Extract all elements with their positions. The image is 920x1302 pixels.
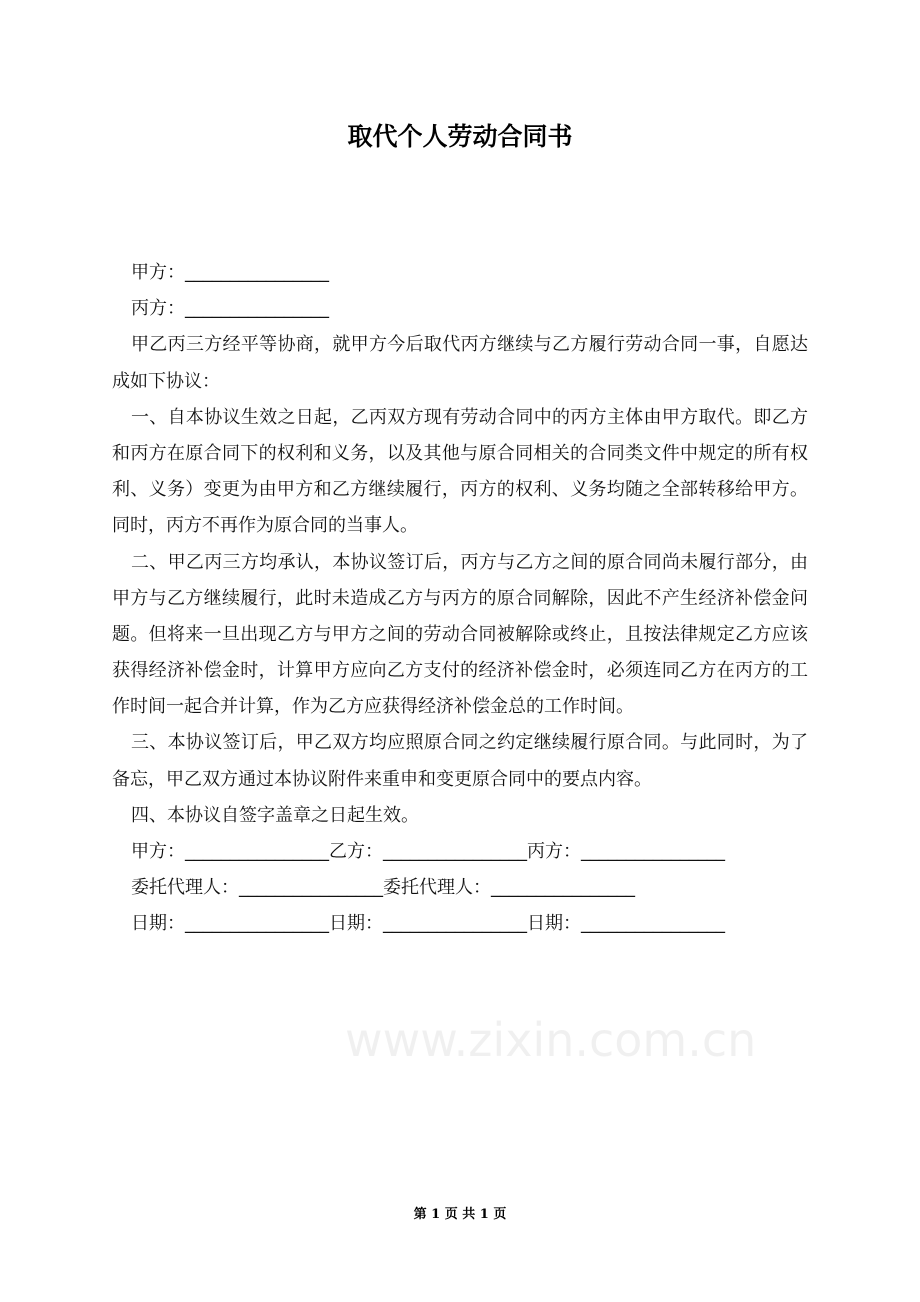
document-title: 取代个人劳动合同书: [347, 122, 573, 151]
paragraph-line: 成如下协议：: [112, 370, 220, 392]
party-label: 丙方：: [131, 298, 185, 320]
signature-blank: ________________: [185, 841, 329, 862]
paragraph-line: 同时，丙方不再作为原合同的当事人。: [112, 515, 418, 537]
signature-blank: ________________: [383, 841, 527, 862]
party-label: 甲方：: [131, 262, 185, 283]
signature-label: 委托代理人：: [383, 877, 491, 899]
signature-blank: ________________: [491, 877, 635, 899]
watermark: www.zixin.com.cn: [345, 1013, 757, 1067]
party-line-jia: [112, 255, 808, 291]
signature-row-parties: [112, 834, 808, 870]
paragraph-line: 和丙方在原合同下的权利和义务，以及其他与原合同相关的合同类文件中规定的所有权: [112, 442, 808, 464]
signature-label: 日期：: [527, 913, 581, 935]
party-line-bing: [112, 291, 808, 327]
paragraph-line: 备忘，甲乙双方通过本协议附件来重申和变更原合同中的要点内容。: [112, 768, 652, 790]
signature-row-agents: [112, 870, 808, 906]
paragraph-line: 利、义务）变更为由甲方和乙方继续履行，丙方的权利、义务均随之全部转移给甲方。: [112, 479, 808, 501]
paragraph-line: 甲乙丙三方经平等协商，就甲方今后取代丙方继续与乙方履行劳动合同一事，自愿达: [131, 334, 808, 356]
paragraph-line: 甲方与乙方继续履行，此时未造成乙方与丙方的原合同解除，因此不产生经济补偿金问: [112, 587, 808, 609]
paragraph-line: 作时间一起合并计算，作为乙方应获得经济补偿金总的工作时间。: [112, 696, 634, 718]
signature-label: 甲方：: [131, 841, 185, 862]
document-body: [112, 255, 808, 943]
paragraph-line: 题。但将来一旦出现乙方与甲方之间的劳动合同被解除或终止，且按法律规定乙方应该: [112, 623, 808, 645]
signature-label: 日期：: [329, 913, 383, 935]
paragraph-line: 二、甲乙丙三方均承认，本协议签订后，丙方与乙方之间的原合同尚未履行部分，由: [131, 551, 808, 573]
party-blank: ________________: [185, 298, 329, 320]
party-blank: ________________: [185, 262, 329, 283]
signature-blank: ________________: [239, 877, 383, 899]
paragraph-line: 一、自本协议生效之日起，乙丙双方现有劳动合同中的丙方主体由甲方取代。即乙方: [131, 406, 808, 428]
paragraph-line: 四、本协议自签字盖章之日起生效。: [131, 804, 419, 826]
signature-label: 日期：: [131, 913, 185, 935]
signature-label: 丙方：: [527, 841, 581, 862]
paragraph-line: 获得经济补偿金时，计算甲方应向乙方支付的经济补偿金时，必须连同乙方在丙方的工: [112, 660, 808, 682]
signature-row-dates: [112, 906, 808, 942]
signature-blank: ________________: [581, 841, 725, 862]
signature-blank: ________________: [383, 913, 527, 935]
signature-label: 乙方：: [329, 841, 383, 862]
page-footer: 第 1 页 共 1 页: [413, 1207, 507, 1222]
signature-blank: ________________: [581, 913, 725, 935]
signature-label: 委托代理人：: [131, 877, 239, 899]
paragraph-line: 三、本协议签订后，甲乙双方均应照原合同之约定继续履行原合同。与此同时，为了: [131, 732, 808, 754]
signature-blank: ________________: [185, 913, 329, 935]
